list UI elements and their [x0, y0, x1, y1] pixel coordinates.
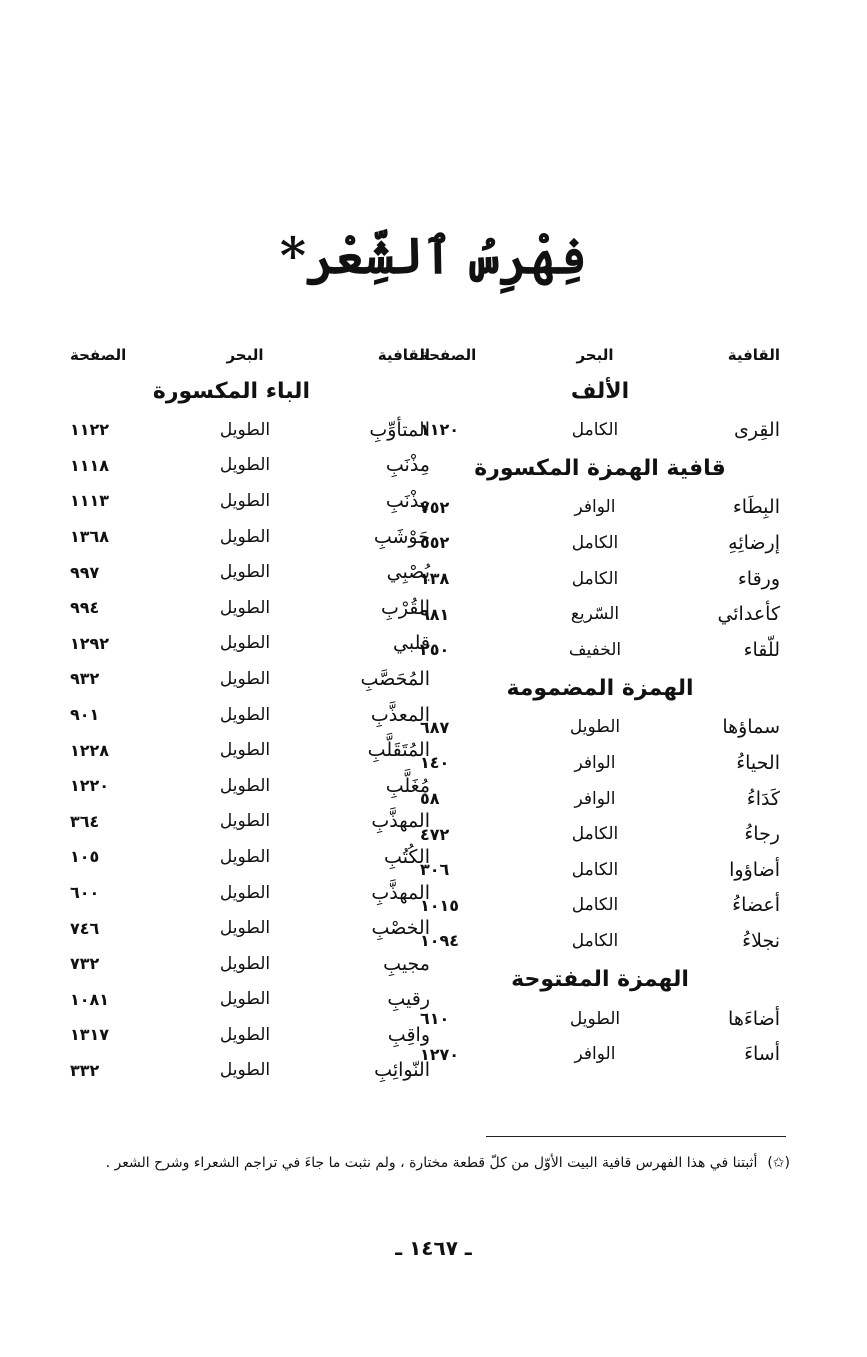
bahr-cell: الطويل [219, 668, 271, 689]
bahr-cell: الوافر [574, 788, 616, 809]
index-row [70, 768, 430, 804]
qafiya-cell: أضاءَها [728, 1007, 780, 1030]
page-cell: ١٢٧٠ [420, 1044, 460, 1064]
index-row [70, 554, 430, 590]
page-cell: ١٠١٥ [420, 895, 460, 915]
page-cell: ٥٥٢ [420, 533, 450, 553]
qafiya-cell: المُحَصَّبِ [360, 667, 430, 690]
page-cell: ١٠٨١ [70, 989, 110, 1009]
index-row [70, 661, 430, 697]
page-cell: ٢٥٠ [420, 640, 450, 660]
qafiya-cell: الكُتُبِ [384, 845, 430, 868]
index-row [70, 412, 430, 448]
qafiya-cell: القُرْبِ [380, 596, 430, 619]
bahr-cell: الكامل [571, 568, 619, 589]
bahr-cell: الطويل [219, 846, 271, 867]
index-row [70, 626, 430, 662]
qafiya-cell: القِرى [733, 418, 780, 441]
bahr-cell: الكامل [571, 859, 619, 880]
qafiya-cell: يُصْبِي [386, 561, 430, 584]
qafiya-cell: المهذَّبِ [371, 881, 430, 904]
header-safha: الصفحة [70, 346, 127, 364]
index-row [420, 781, 780, 817]
index-row [420, 816, 780, 852]
page-cell: ١١١٣ [70, 491, 110, 511]
page-title: فِهْرِسُ ٱلشِّعْر* [279, 226, 588, 285]
footnote-text: أثبتنا في هذا الفهرس قافية البيت الأوّل من كلّ قطعة مختارة ، ولم نثبت ما جاءَ في تراجم الشعراء وشرح الشعر . [105, 1155, 758, 1171]
footnote-mark: (✩) [767, 1155, 790, 1171]
index-row [420, 1001, 780, 1037]
bahr-cell: الطويل [219, 562, 271, 583]
index-row [70, 448, 430, 484]
page-cell: ١١٢٠ [420, 420, 460, 440]
page-cell: ١٣١٧ [70, 1025, 110, 1045]
page-cell: ١١٢٢ [70, 420, 110, 440]
bahr-cell: الطويل [219, 1060, 271, 1081]
bahr-cell: الكامل [571, 824, 619, 845]
index-row [70, 982, 430, 1018]
header-qafiya: القافية [727, 346, 780, 364]
index-row [420, 412, 780, 448]
bahr-cell: الطويل [219, 740, 271, 761]
bahr-cell: الطويل [219, 811, 271, 832]
page-cell: ٩٨١ [420, 604, 450, 624]
index-row [70, 1053, 430, 1089]
header-qafiya: القافية [377, 346, 430, 364]
page-cell: ١٠٥ [70, 847, 100, 867]
page-cell: ١٤٠ [420, 753, 450, 773]
qafiya-cell: أضاؤوا [729, 858, 780, 881]
bahr-cell: الطويل [219, 419, 271, 440]
index-row [70, 1017, 430, 1053]
qafiya-cell: الحياءُ [736, 751, 780, 774]
bahr-cell: الطويل [219, 455, 271, 476]
index-row [420, 1036, 780, 1072]
index-row [420, 923, 780, 959]
column-header [70, 340, 430, 370]
qafiya-cell: مُغَلَّبِ [385, 774, 430, 797]
index-row [420, 710, 780, 746]
index-row [420, 525, 780, 561]
bahr-cell: الطويل [219, 704, 271, 725]
index-row [70, 590, 430, 626]
index-row [420, 745, 780, 781]
bahr-cell: الطويل [219, 633, 271, 654]
section-heading: الألف [570, 378, 630, 404]
qafiya-cell: نجلاءُ [742, 929, 780, 952]
index-row [420, 596, 780, 632]
page-cell: ١٣٨ [420, 569, 450, 589]
index-column-right [420, 340, 780, 1072]
section-heading: قافية الهمزة المكسورة [474, 456, 726, 482]
qafiya-cell: إرضائِهِ [728, 531, 780, 554]
index-row [70, 875, 430, 911]
page-cell: ١٢٩٢ [70, 633, 110, 653]
page-number: ـ ١٤٦٧ ـ [395, 1236, 472, 1260]
qafiya-cell: حَوْشَبِ [373, 525, 430, 548]
qafiya-cell: أساءَ [744, 1043, 780, 1066]
page-cell: ٦٨٧ [420, 717, 450, 737]
qafiya-cell: النّوائِبِ [374, 1059, 430, 1082]
qafiya-cell: المُتَقَلَّبِ [367, 739, 430, 762]
bahr-cell: الطويل [219, 882, 271, 903]
section-heading: الهمزة المفتوحة [511, 967, 689, 993]
bahr-cell: الطويل [219, 918, 271, 939]
page-cell: ١٢٢٠ [70, 776, 110, 796]
index-row [420, 852, 780, 888]
qafiya-cell: رجاءُ [744, 823, 780, 846]
index-row [70, 804, 430, 840]
page-cell: ٣٦٤ [70, 811, 100, 831]
bahr-cell: الطويل [569, 1008, 621, 1029]
page-cell: ٧٣٢ [70, 954, 100, 974]
qafiya-cell: الخصْبِ [371, 917, 430, 940]
page-cell: ١٢٢٨ [70, 740, 110, 760]
page-cell: ٦٠٠ [70, 883, 100, 903]
qafiya-cell: البِطَاء [732, 496, 780, 519]
page-cell: ١٣٦٨ [70, 527, 110, 547]
section-heading: الباء المكسورة [152, 378, 310, 404]
qafiya-cell: المعذَّبِ [370, 703, 430, 726]
page-cell: ٩٣٢ [70, 669, 100, 689]
bahr-cell: الكامل [571, 532, 619, 553]
qafiya-cell: المتأوِّبِ [369, 418, 430, 441]
index-row [70, 839, 430, 875]
bahr-cell: الطويل [219, 953, 271, 974]
qafiya-cell: للّقاء [743, 638, 780, 661]
index-row [70, 483, 430, 519]
bahr-cell: الطويل [569, 717, 621, 738]
bahr-cell: الطويل [219, 490, 271, 511]
index-row [420, 632, 780, 668]
footnote-divider [486, 1136, 786, 1137]
page-cell: ٤٧٢ [420, 824, 450, 844]
qafiya-cell: واقِبِ [387, 1023, 430, 1046]
bahr-cell: الطويل [219, 597, 271, 618]
qafiya-cell: المهذَّبِ [371, 810, 430, 833]
qafiya-cell: كأعدائي [717, 603, 780, 626]
bahr-cell: الطويل [219, 526, 271, 547]
index-row [70, 732, 430, 768]
index-row [420, 490, 780, 526]
qafiya-cell: ورقاء [737, 567, 780, 590]
bahr-cell: السّريع [570, 604, 620, 625]
bahr-cell: الطويل [219, 1024, 271, 1045]
qafiya-cell: كَدَاءُ [746, 787, 780, 810]
bahr-cell: الخفيف [568, 639, 622, 660]
page-cell: ٧٤٦ [70, 918, 100, 938]
bahr-cell: الكامل [571, 419, 619, 440]
header-bahr: البحر [576, 346, 614, 364]
header-safha: الصفحة [420, 346, 477, 364]
page-cell: ٩٠١ [70, 705, 100, 725]
bahr-cell: الكامل [571, 895, 619, 916]
qafiya-cell: رقيبِ [387, 988, 430, 1011]
page-cell: ٣٠٦ [420, 860, 450, 880]
header-bahr: البحر [226, 346, 264, 364]
qafiya-cell: أعضاءُ [732, 894, 780, 917]
qafiya-cell: قلبي [393, 632, 430, 655]
page-cell: ٥٨ [420, 789, 440, 809]
bahr-cell: الطويل [219, 989, 271, 1010]
page-cell: ١١١٨ [70, 455, 110, 475]
bahr-cell: الوافر [574, 497, 616, 518]
index-row [70, 946, 430, 982]
qafiya-cell: سماؤها [722, 716, 780, 739]
column-header [420, 340, 780, 370]
page-cell: ٩٩٧ [70, 562, 100, 582]
footnote [75, 1148, 790, 1178]
bahr-cell: الوافر [574, 1044, 616, 1065]
qafiya-cell: مجيبِ [383, 952, 430, 975]
qafiya-cell: مِذْنَبِ [385, 489, 430, 512]
page-cell: ١٠٩٤ [420, 931, 460, 951]
page-cell: ٣٣٢ [70, 1060, 100, 1080]
bahr-cell: الكامل [571, 930, 619, 951]
page-cell: ٩٩٤ [70, 598, 100, 618]
page-cell: ٦١٠ [420, 1009, 450, 1029]
index-row [70, 910, 430, 946]
index-row [70, 519, 430, 555]
bahr-cell: الطويل [219, 775, 271, 796]
bahr-cell: الوافر [574, 752, 616, 773]
qafiya-cell: مِذْنَبِ [385, 454, 430, 477]
index-row [70, 697, 430, 733]
index-row [420, 888, 780, 924]
index-row [420, 561, 780, 597]
section-heading: الهمزة المضمومة [506, 676, 694, 702]
page-cell: ٧٥٢ [420, 497, 450, 517]
index-column-left [70, 340, 430, 1088]
